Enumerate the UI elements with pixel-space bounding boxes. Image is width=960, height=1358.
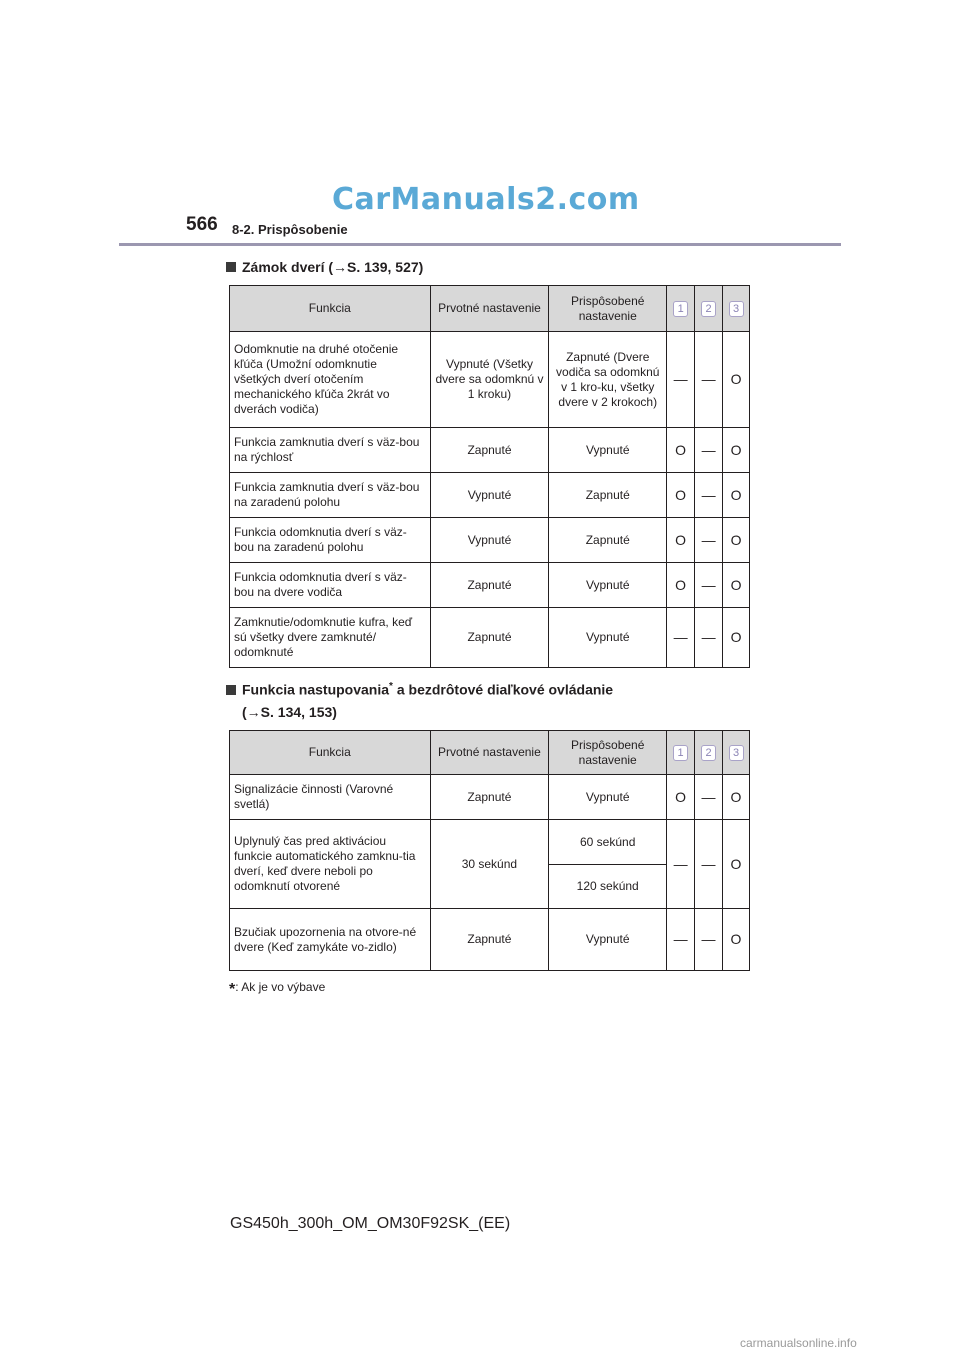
cell-function: Funkcia odomknutia dverí s väz-bou na zaradenú polohu bbox=[230, 518, 431, 563]
cell-method-1: — bbox=[667, 909, 695, 971]
cell-method-3: O bbox=[723, 775, 750, 820]
cell-method-3: O bbox=[723, 563, 750, 608]
cell-initial: Vypnuté bbox=[430, 518, 549, 563]
table-row bbox=[230, 332, 750, 428]
cell-method-3: O bbox=[723, 428, 750, 473]
cell-custom: Zapnuté bbox=[549, 518, 667, 563]
table-row bbox=[230, 775, 750, 820]
section-heading-door-lock bbox=[226, 256, 423, 278]
cell-initial: Zapnuté bbox=[430, 909, 549, 971]
cell-custom: Vypnuté bbox=[549, 563, 667, 608]
cell-method-2: — bbox=[695, 909, 723, 971]
method-3-badge: 3 bbox=[729, 301, 744, 317]
cell-custom: Vypnuté bbox=[549, 775, 667, 820]
cell-method-1: O bbox=[667, 563, 695, 608]
cell-custom-option-a: 60 sekúnd bbox=[549, 820, 667, 865]
cell-method-3: O bbox=[723, 518, 750, 563]
table-row bbox=[230, 518, 750, 563]
cell-method-2: — bbox=[695, 563, 723, 608]
cell-method-1: O bbox=[667, 473, 695, 518]
watermark-bottom: carmanualsonline.info bbox=[740, 1336, 857, 1350]
cell-initial: Zapnuté bbox=[430, 563, 549, 608]
footnote-star: * bbox=[229, 981, 236, 998]
table-row bbox=[230, 909, 750, 971]
col-header-initial: Prvotné nastavenie bbox=[430, 286, 549, 332]
cell-function: Zamknutie/odomknutie kufra, keď sú všetky dvere zamknuté/ odomknuté bbox=[230, 608, 431, 668]
cell-function: Bzučiak upozornenia na otvore-né dvere (Keď zamykáte vo-zidlo) bbox=[230, 909, 431, 971]
table-header-row bbox=[230, 286, 750, 332]
cell-method-2: — bbox=[695, 473, 723, 518]
footnote-text: : Ak je vo výbave bbox=[235, 980, 326, 994]
cell-function: Funkcia zamknutia dverí s väz-bou na rýchlosť bbox=[230, 428, 431, 473]
cell-custom: Vypnuté bbox=[549, 608, 667, 668]
table-row bbox=[230, 428, 750, 473]
cell-initial: Vypnuté bbox=[430, 473, 549, 518]
col-header-initial: Prvotné nastavenie bbox=[430, 731, 549, 775]
cell-custom-option-b: 120 sekúnd bbox=[549, 865, 667, 909]
square-bullet-icon bbox=[226, 685, 236, 695]
cell-method-3: O bbox=[723, 909, 750, 971]
col-header-method-2 bbox=[695, 286, 723, 332]
cell-method-1: O bbox=[667, 518, 695, 563]
cell-initial: Zapnuté bbox=[430, 608, 549, 668]
col-header-method-1 bbox=[667, 731, 695, 775]
table-header-row bbox=[230, 731, 750, 775]
heading-text-line2: (→S. 134, 153) bbox=[242, 703, 337, 720]
cell-method-2: — bbox=[695, 608, 723, 668]
cell-method-2: — bbox=[695, 518, 723, 563]
cell-method-2: — bbox=[695, 332, 723, 428]
method-3-badge: 3 bbox=[729, 745, 744, 761]
cell-method-1: O bbox=[667, 428, 695, 473]
entry-function-table bbox=[229, 730, 750, 971]
cell-method-2: — bbox=[695, 428, 723, 473]
cell-function: Signalizácie činnosti (Varovné svetlá) bbox=[230, 775, 431, 820]
door-lock-table bbox=[229, 285, 750, 668]
cell-initial: Zapnuté bbox=[430, 775, 549, 820]
footnote-star: * bbox=[389, 681, 393, 692]
section-title: 8-2. Prispôsobenie bbox=[232, 222, 348, 237]
method-2-badge: 2 bbox=[701, 745, 716, 761]
cell-method-1: — bbox=[667, 820, 695, 909]
cell-function: Odomknutie na druhé otočenie kľúča (Umožní odomknutie všetkých dverí otočením mechanického kľúča 2krát vo dverách vodiča) bbox=[230, 332, 431, 428]
col-header-custom: Prispôsobené nastavenie bbox=[549, 731, 667, 775]
heading-text: Zámok dverí (→S. 139, 527) bbox=[242, 259, 424, 275]
table-row bbox=[230, 563, 750, 608]
cell-initial: Vypnuté (Všetky dvere sa odomknú v 1 kroku) bbox=[430, 332, 549, 428]
col-header-method-3 bbox=[723, 731, 750, 775]
page-number: 566 bbox=[186, 214, 218, 235]
cell-method-2: — bbox=[695, 820, 723, 909]
heading-text-part2: a bezdrôtové diaľkové ovládanie bbox=[392, 681, 614, 698]
method-2-badge: 2 bbox=[701, 301, 716, 317]
manual-code: GS450h_300h_OM_OM30F92SK_(EE) bbox=[230, 1215, 511, 1232]
method-1-badge: 1 bbox=[673, 745, 688, 761]
cell-method-3: O bbox=[723, 608, 750, 668]
cell-function: Funkcia odomknutia dverí s väz-bou na dvere vodiča bbox=[230, 563, 431, 608]
cell-initial: Zapnuté bbox=[430, 428, 549, 473]
cell-function: Uplynulý čas pred aktiváciou funkcie automatického zamknu-tia dverí, keď dvere neboli po odomknutí otvorené bbox=[230, 820, 431, 909]
col-header-function: Funkcia bbox=[230, 286, 431, 332]
header-divider bbox=[119, 243, 841, 246]
col-header-method-2 bbox=[695, 731, 723, 775]
cell-custom: Zapnuté (Dvere vodiča sa odomknú v 1 kro-ku, všetky dvere v 2 krokoch) bbox=[549, 332, 667, 428]
cell-method-3: O bbox=[723, 473, 750, 518]
col-header-method-1 bbox=[667, 286, 695, 332]
cell-method-1: — bbox=[667, 332, 695, 428]
cell-custom: Vypnuté bbox=[549, 428, 667, 473]
cell-method-1: — bbox=[667, 608, 695, 668]
watermark-logo: CarManuals2.com bbox=[332, 182, 640, 217]
table-row bbox=[230, 608, 750, 668]
col-header-custom: Prispôsobené nastavenie bbox=[549, 286, 667, 332]
cell-method-3: O bbox=[723, 820, 750, 909]
heading-text-part1: Funkcia nastupovania bbox=[242, 681, 390, 698]
cell-function: Funkcia zamknutia dverí s väz-bou na zaradenú polohu bbox=[230, 473, 431, 518]
cell-custom: Zapnuté bbox=[549, 473, 667, 518]
method-1-badge: 1 bbox=[673, 301, 688, 317]
cell-method-3: O bbox=[723, 332, 750, 428]
table-row bbox=[230, 473, 750, 518]
table-row bbox=[230, 820, 750, 865]
footnote bbox=[229, 980, 325, 999]
col-header-function: Funkcia bbox=[230, 731, 431, 775]
cell-initial: 30 sekúnd bbox=[430, 820, 549, 909]
square-bullet-icon bbox=[226, 262, 236, 272]
cell-method-2: — bbox=[695, 775, 723, 820]
cell-custom: Vypnuté bbox=[549, 909, 667, 971]
col-header-method-3 bbox=[723, 286, 750, 332]
section-heading-entry-function bbox=[226, 676, 613, 723]
cell-method-1: O bbox=[667, 775, 695, 820]
